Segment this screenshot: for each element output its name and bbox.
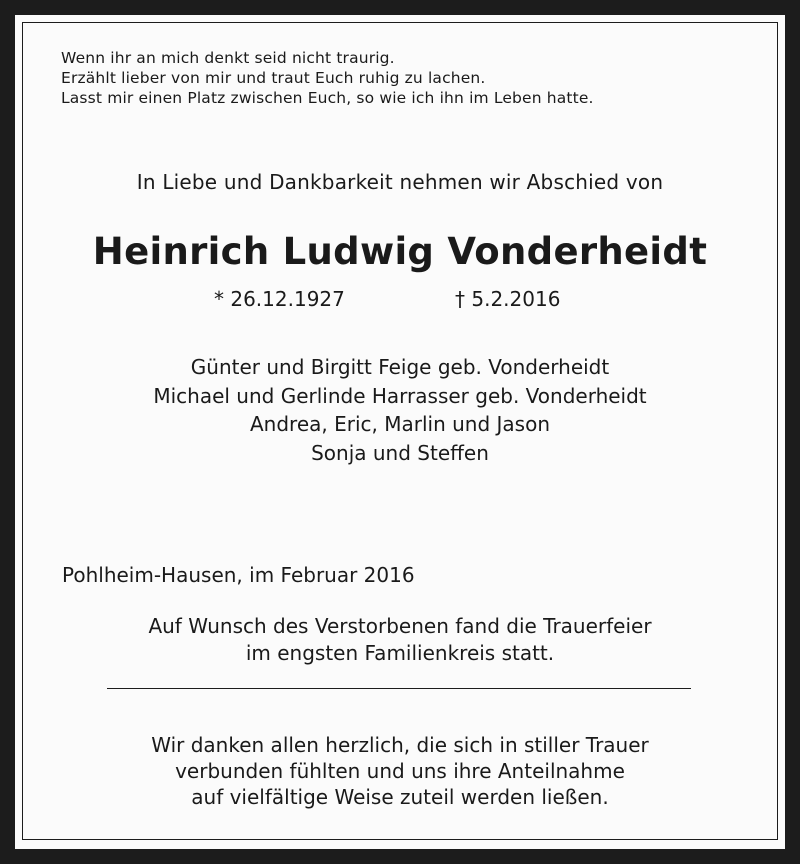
thanks-line: auf vielfältige Weise zuteil werden ließen.: [191, 785, 609, 809]
family-line: Sonja und Steffen: [311, 440, 489, 465]
funeral-notice: [0, 613, 800, 667]
intro-text: In Liebe und Dankbarkeit nehmen wir Abschied von: [136, 170, 664, 194]
family-list: [0, 353, 800, 467]
family-line: Michael und Gerlinde Harrasser geb. Vonderheidt: [153, 383, 647, 408]
place-date: Pohlheim-Hausen, im Februar 2016: [62, 563, 415, 587]
poem: [61, 48, 741, 108]
notice-line: Auf Wunsch des Verstorbenen fand die Trauerfeier: [148, 614, 652, 638]
death-date: † 5.2.2016: [455, 287, 561, 311]
poem-line: Wenn ihr an mich denkt seid nicht traurig.: [61, 49, 395, 67]
poem-line: Lasst mir einen Platz zwischen Euch, so wie ich ihn im Leben hatte.: [61, 89, 594, 107]
deceased-name: Heinrich Ludwig Vonderheidt: [92, 230, 708, 273]
family-line: Günter und Birgitt Feige geb. Vonderheidt: [190, 355, 610, 379]
birth-date: * 26.12.1927: [214, 287, 345, 311]
notice-line: im engsten Familienkreis statt.: [245, 641, 555, 665]
separator-line: [107, 688, 691, 689]
thanks-text: [0, 732, 800, 810]
thanks-line: verbunden fühlten und uns ihre Anteilnahme: [175, 759, 625, 783]
thanks-line: Wir danken allen herzlich, die sich in stiller Trauer: [151, 733, 649, 757]
family-line: Andrea, Eric, Marlin und Jason: [249, 412, 550, 436]
poem-line: Erzählt lieber von mir und traut Euch ruhig zu lachen.: [61, 69, 486, 87]
